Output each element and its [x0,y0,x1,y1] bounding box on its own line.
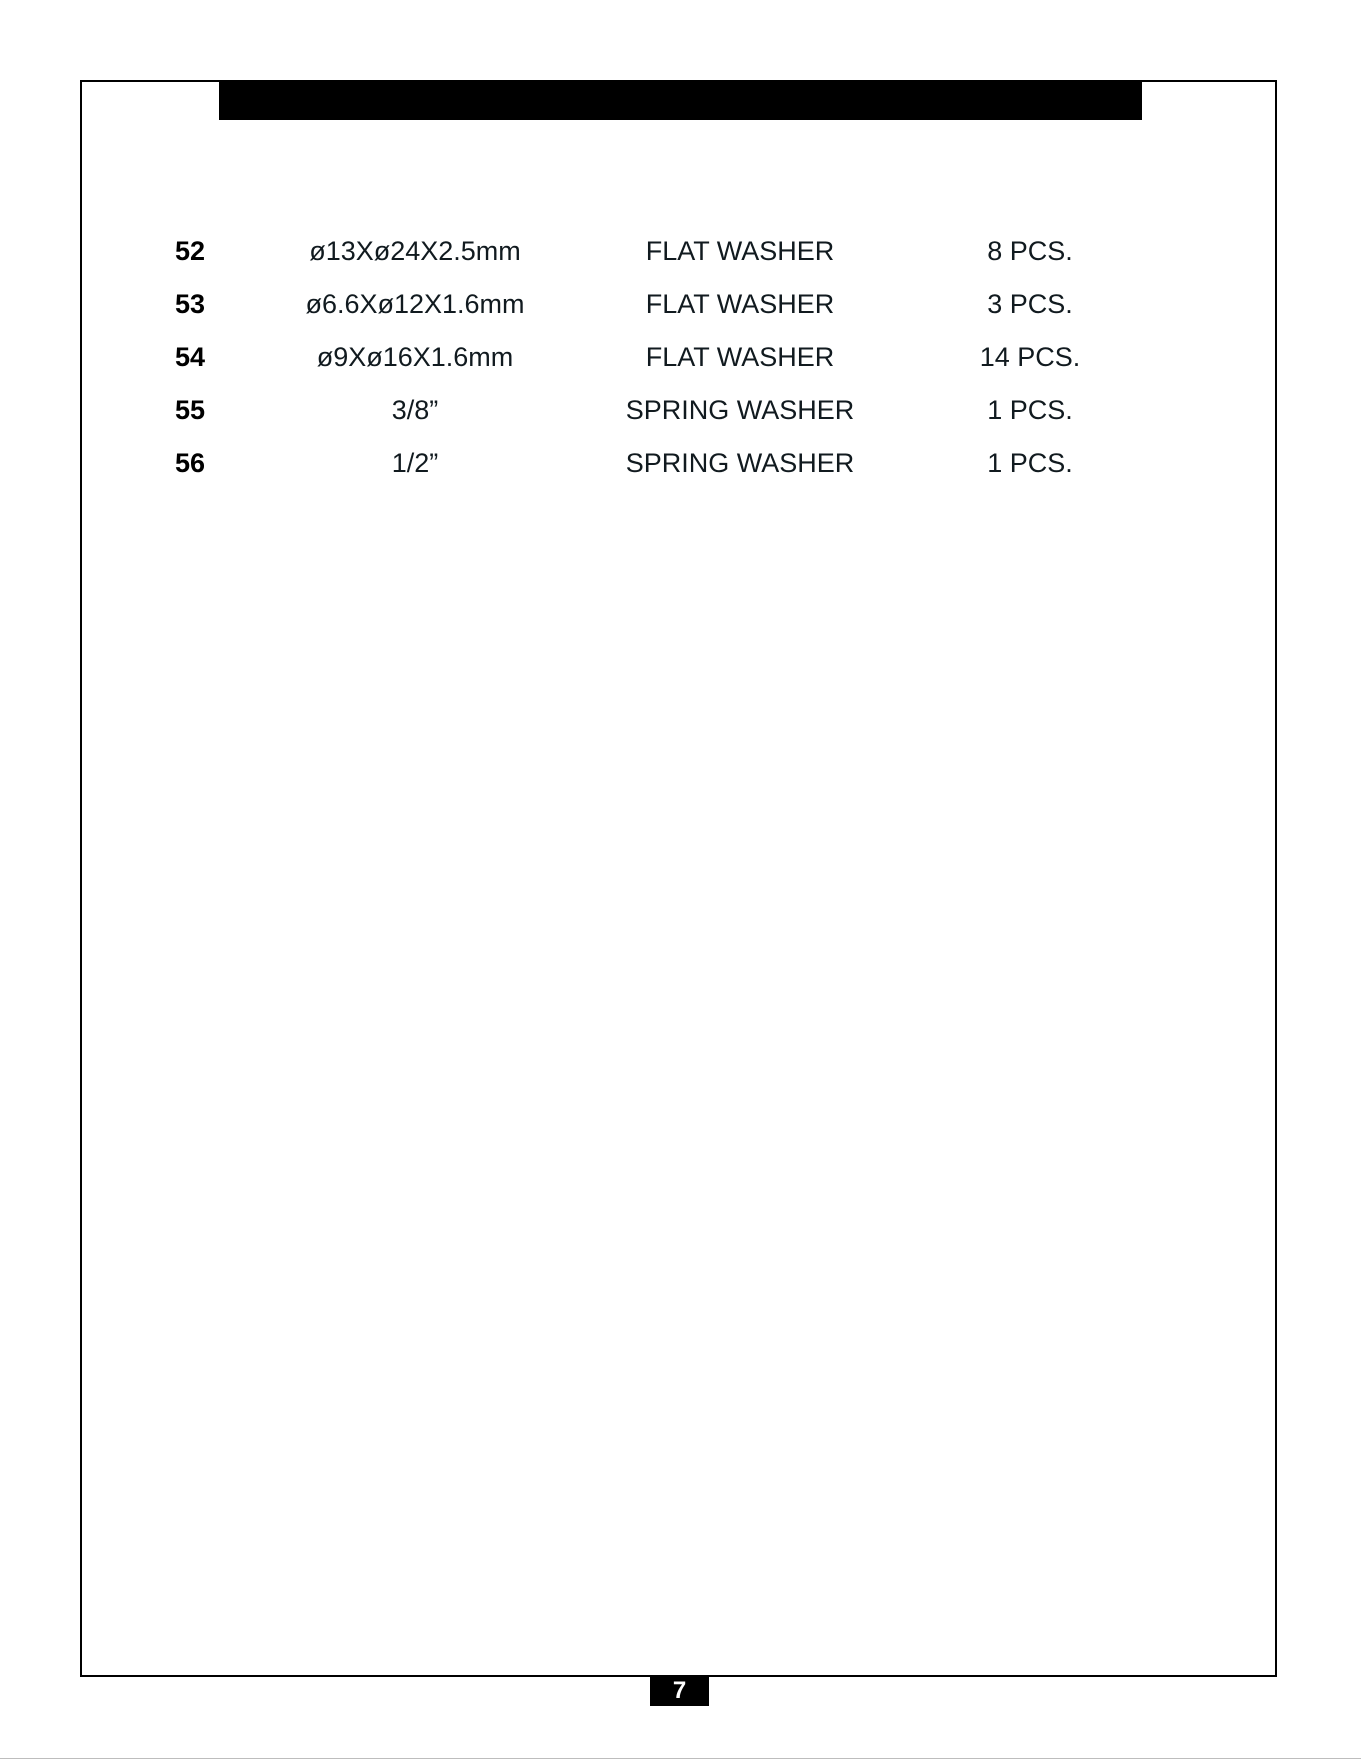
part-quantity: 14 PCS. [979,342,1081,372]
part-name: FLAT WASHER [645,342,835,372]
page-number: 7 [650,1676,709,1706]
part-row [0,231,1361,271]
part-spec: ø9Xø16X1.6mm [316,342,514,372]
part-spec: ø6.6Xø12X1.6mm [305,289,525,319]
part-name: FLAT WASHER [645,236,835,266]
part-name: SPRING WASHER [625,395,855,425]
part-number: 55 [175,395,206,425]
part-number: 54 [175,342,206,372]
part-number: 52 [175,236,206,266]
part-spec: 1/2” [391,448,439,478]
part-number: 53 [175,289,206,319]
part-name: SPRING WASHER [625,448,855,478]
header-bar [219,80,1142,120]
part-number: 56 [175,448,206,478]
part-quantity: 8 PCS. [987,236,1073,266]
part-spec: 3/8” [391,395,439,425]
part-quantity: 3 PCS. [987,289,1073,319]
part-quantity: 1 PCS. [987,448,1073,478]
part-row [0,443,1361,483]
part-row [0,337,1361,377]
part-spec: ø13Xø24X2.5mm [309,236,521,266]
part-quantity: 1 PCS. [987,395,1073,425]
bottom-rule [0,1758,1361,1759]
part-name: FLAT WASHER [645,289,835,319]
part-row [0,284,1361,324]
part-row [0,390,1361,430]
